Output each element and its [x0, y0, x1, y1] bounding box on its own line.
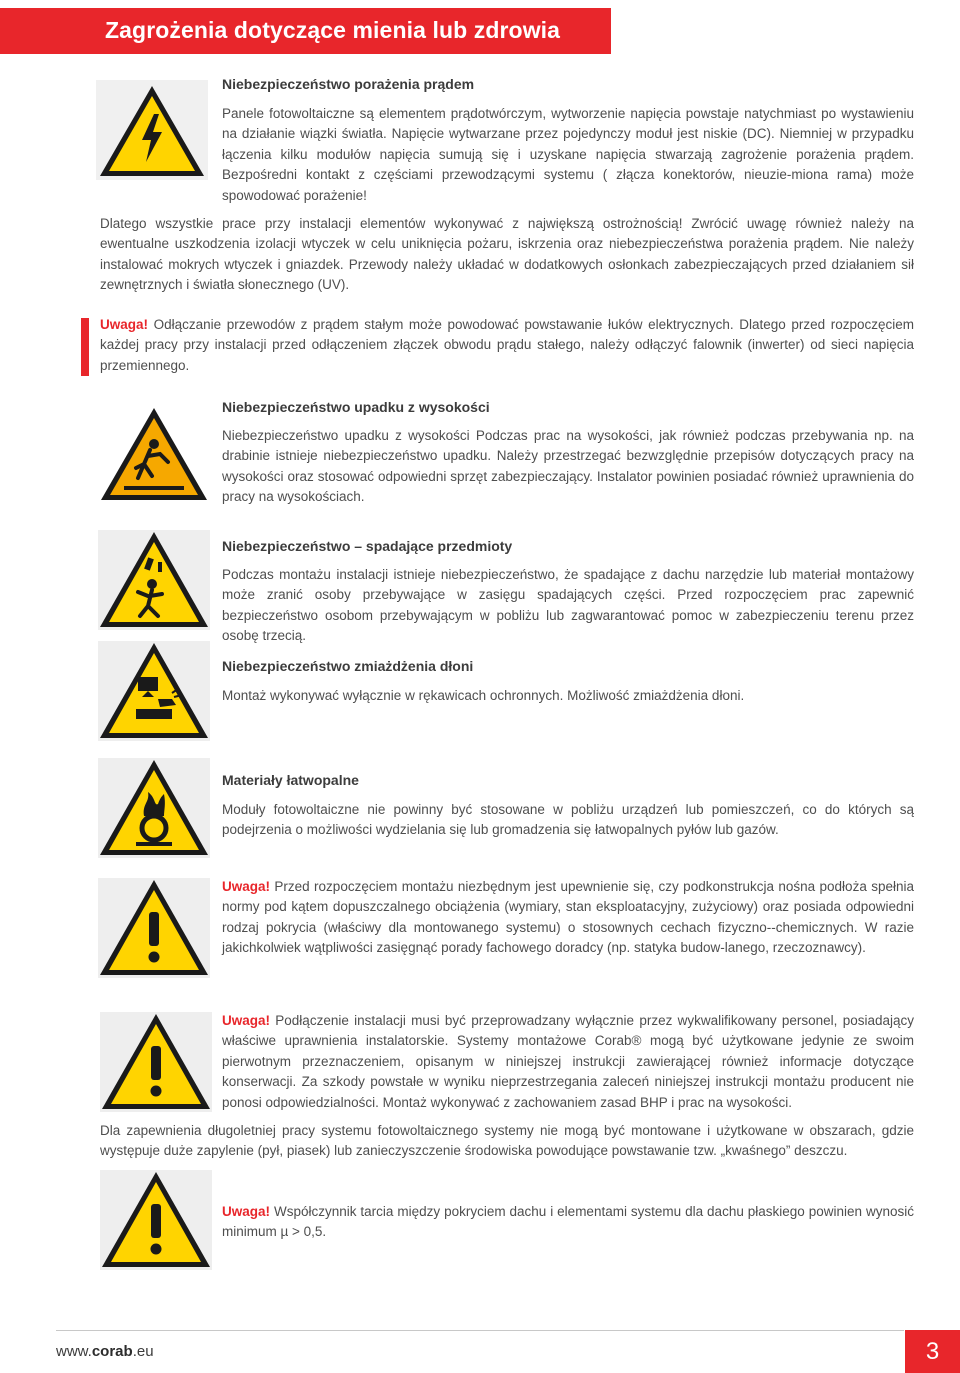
section-heading-electric: Niebezpieczeństwo porażenia prądem	[222, 76, 475, 92]
general-warning-icon	[98, 878, 210, 978]
fall-paragraph: Niebezpieczeństwo upadku z wysokości Podczas prac na wysokości, jak również podczas przebywania np. na drabinie istnieje niebezpieczeństwo upadku. Należy przestrzegać bezwzględnie przepisów dotyczących pracy na wysokości oraz stosować odpowiedni sprzęt zabezpieczający. Instalator powinien posiadać również uprawnienia do pracy na wysokościach.	[222, 428, 914, 505]
fall-from-height-warning-icon	[98, 404, 210, 504]
url-prefix: www.	[56, 1343, 92, 1360]
warning-label: Uwaga!	[222, 879, 271, 894]
electric-paragraph-1: Panele fotowoltaiczne są elementem prądotwórczym, wytworzenie napięcia powstaje natychmiast po wystawieniu na działanie wiązki światła. Napięcie wytwarzane przez pojedynczy moduł jest niskie (DC). Niemniej w przypadku łączenia kilku modułów napięcia sumują się i uzyskane napięcia stwarzają zagrożenie porażenia prądem. Bezpośredni kontakt z częściami przewodzącymi systemu ( złącza konektorów, nieuzie-miona rama) może spowodować porażenie!	[222, 106, 914, 203]
falling-objects-warning-icon	[98, 530, 210, 630]
falling-objects-paragraph: Podczas montażu instalacji istnieje niebezpieczeństwo, że spadające z dachu narzędzie lub materiał montażowy może zranić osoby przebywające w zasięgu spadających części. Przed rozpoczęciem prac zapewnić bezpieczeństwo osobom przebywającym w pobliżu lub zagwarantować pomoc w zabezpieczeniu terenu przez osobę trzecią.	[222, 567, 914, 644]
warning-note-3	[222, 1202, 914, 1243]
warning-label: Uwaga!	[222, 1013, 271, 1028]
electric-warning-note	[100, 315, 914, 376]
warning-label: Uwaga!	[222, 1204, 271, 1219]
electric-paragraph-2: Dlatego wszystkie prace przy instalacji elementów wykonywać z największą ostrożnością! Zwrócić uwagę również należy na ewentualne uszkodzenia izolacji wtyczek w celu uniknięcia pożaru, iskrzenia oraz niebezpieczeństwa porażenia prądem. Nie należy instalować mokrych wtyczek i gniazdek. Przewody należy układać w dodatkowych osłonkach zabezpieczających przed działaniem sił zewnętrznych i światła słonecznego (UV).	[100, 216, 914, 293]
warning-note-1	[222, 877, 914, 959]
general-warning-icon	[100, 1012, 212, 1112]
electric-shock-warning-icon	[96, 80, 208, 180]
general-warning-icon	[100, 1170, 212, 1270]
url-suffix: .eu	[132, 1343, 154, 1360]
page-title: Zagrożenia dotyczące mienia lub zdrowia	[105, 17, 561, 43]
warning-text: Odłączanie przewodów z prądem stałym może powodować powstawanie łuków elektrycznych. Dlatego przed rozpoczęciem każdej pracy przy instalacji przed odłączeniem złączek obwodu prądu stałego, należy odłączyć falownik (inwerter) od sieci napięcia przemiennego.	[100, 317, 914, 373]
section-heading-crush: Niebezpieczeństwo zmiażdżenia dłoni	[222, 658, 474, 674]
section-heading-flammable: Materiały łatwopalne	[222, 772, 359, 788]
warning-text: Przed rozpoczęciem montażu niezbędnym jest upewnienie się, czy podkonstrukcja nośna podłoża spełnia normy pod kątem dopuszczalnego obciążenia (wymiary, stan eksploatacyjny, zużyciowy) oraz posiada odpowiedni rodzaj pokrycia (właściwy dla montowanego systemu) o stosownych cechach fizyczno--chemicznych. W razie jakichkolwiek wątpliwości zasięgnąć porady fachowego doradcy (np. statyka budow-lanego, rzeczoznawcy).	[222, 879, 914, 956]
footer-website-link[interactable]	[56, 1343, 154, 1360]
warning-text: Podłączenie instalacji musi być przeprowadzany wyłącznie przez wykwalifikowany personel, posiadający właściwe uprawnienia instalatorskie. Systemy montażowe Corab® mogą być użytkowane jedynie ze swoim pierwotnym przeznaczeniem, opisanym w niniejszej instrukcji zawierającej również informacje dotyczące konserwacji. Za szkody powstałe w wyniku nieprzestrzegania zaleceń niniejszej instrukcji montażu producent nie ponosi odpowiedzialności. Montaż wykonywać z zachowaniem zasad BHP i prac na wysokości.	[222, 1013, 914, 1110]
flammable-paragraph: Moduły fotowoltaiczne nie powinny być stosowane w pobliżu urządzeń lub pomieszczeń, co do których są podejrzenia o możliwości wydzielania się lub gromadzenia się łatwopalnych pyłów lub gazów.	[222, 802, 914, 838]
dust-pollution-paragraph: Dla zapewnienia długoletniej pracy systemu fotowoltaicznego systemy nie mogą być montowane i użytkowane w obszarach, gdzie występuje duże zapylenie (pył, piasek) lub zanieczyszczenie środowiska powodujące powstawanie tzw. „kwaśnego” deszczu.	[100, 1123, 914, 1159]
warning-marker-bar	[81, 318, 89, 376]
url-brand: corab	[91, 1343, 133, 1360]
page-number: 3	[905, 1330, 960, 1373]
section-heading-falling-objects: Niebezpieczeństwo – spadające przedmioty	[222, 538, 513, 554]
warning-text: Współczynnik tarcia między pokryciem dachu i elementami systemu dla dachu płaskiego powinien wynosić minimum µ > 0,5.	[222, 1204, 914, 1240]
flammable-materials-warning-icon	[98, 758, 210, 858]
crush-paragraph: Montaż wykonywać wyłącznie w rękawicach ochronnych. Możliwość zmiażdżenia dłoni.	[222, 688, 745, 703]
warning-label: Uwaga!	[100, 317, 149, 332]
section-heading-fall: Niebezpieczeństwo upadku z wysokości	[222, 399, 490, 415]
warning-note-2	[222, 1011, 914, 1113]
hand-crush-warning-icon	[98, 641, 210, 741]
footer-divider	[56, 1330, 904, 1331]
